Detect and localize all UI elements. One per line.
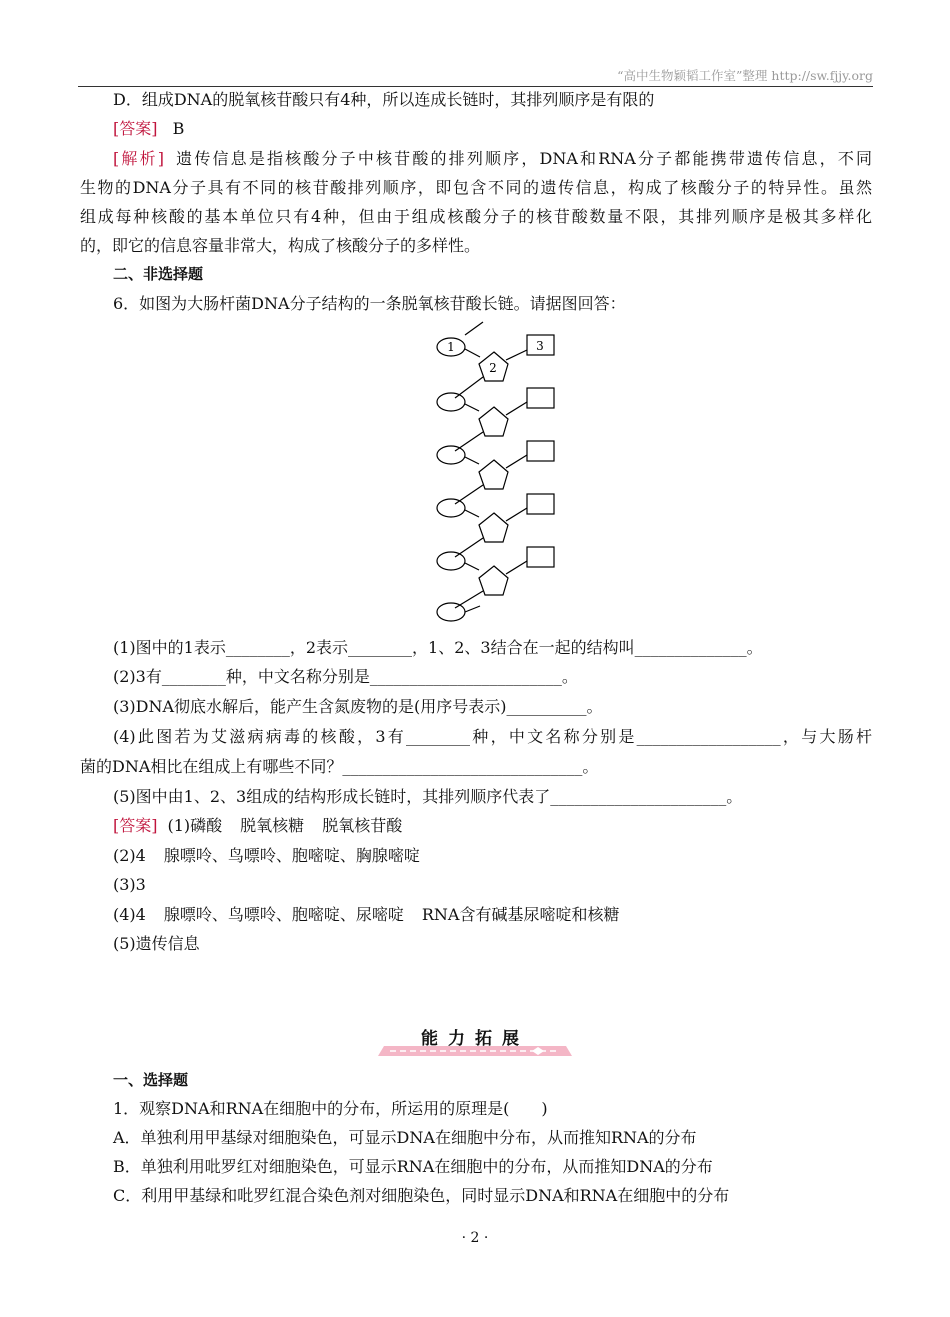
label-3: 3 <box>536 339 544 353</box>
ability-q1-option-a: A．单独利用甲基绿对细胞染色，可显示DNA在细胞中分布，从而推知RNA的分布 <box>113 1128 697 1147</box>
answer-tag: [答案] <box>113 119 158 138</box>
bond-2 <box>506 350 527 360</box>
q6-sub-2: (2)3有________种，中文名称分别是________________________。 <box>113 667 578 686</box>
q6-answer-2: (2)4 腺嘌呤、鸟嘌呤、胞嘧啶、胸腺嘧啶 <box>113 846 420 865</box>
chain-top-stub <box>465 322 483 335</box>
option-d: D．组成DNA的脱氧核苷酸只有4种，所以连成长链时，其排列顺序是有限的 <box>113 90 655 109</box>
label-2: 2 <box>489 361 497 375</box>
q6-sub-4-cont: 菌的DNA相比在组成上有哪些不同？______________________________。 <box>80 757 599 776</box>
ability-banner <box>370 1024 580 1060</box>
label-1: 1 <box>447 340 455 354</box>
q6-answer-5: (5)遗传信息 <box>113 934 200 953</box>
analysis-line-3: 组成每种核酸的基本单位只有4种，但由于组成核酸分子的核苷酸数量不限，其排列顺序是极其多样化 <box>80 207 872 226</box>
section-title-non-choice: 二、非选择题 <box>113 265 204 283</box>
header-source-text: “高中生物颖韬工作室”整理 http://sw.fjjy.org <box>617 68 873 83</box>
q6-stem: 6．如图为大肠杆菌DNA分子结构的一条脱氧核苷酸长链。请据图回答： <box>113 294 626 313</box>
analysis-tag: [解析] <box>113 149 164 168</box>
ability-q1-stem: 1．观察DNA和RNA在细胞中的分布，所运用的原理是( ) <box>113 1099 548 1118</box>
analysis-line-1: [解析] 遗传信息是指核酸分子中核苷酸的排列顺序，DNA和RNA分子都能携带遗传信息，不同 <box>113 149 872 168</box>
analysis-line-4: 的，即它的信息容量非常大，构成了核酸分子的多样性。 <box>80 236 481 255</box>
q6-answer-4: (4)4 腺嘌呤、鸟嘌呤、胞嘧啶、尿嘧啶 RNA含有碱基尿嘧啶和核糖 <box>113 905 620 924</box>
bond-1 <box>465 349 480 357</box>
ability-q1-option-b: B．单独利用吡罗红对细胞染色，可显示RNA在细胞中的分布，从而推知DNA的分布 <box>113 1157 713 1176</box>
section-title-choice: 一、选择题 <box>113 1071 189 1089</box>
banner-title: 能力拓展 <box>421 1029 529 1049</box>
ability-q1-option-c: C．利用甲基绿和吡罗红混合染色剂对细胞染色，同时显示DNA和RNA在细胞中的分布 <box>113 1186 730 1205</box>
page-number: · 2 · <box>461 1230 489 1246</box>
q6-answer-3: (3)3 <box>113 875 146 894</box>
q6-sub-5: (5)图中由1、2、3组成的结构形成长链时，其排列顺序代表了______________________。 <box>113 787 743 806</box>
q6-answer-1: [答案] (1)磷酸 脱氧核糖 脱氧核苷酸 <box>113 816 403 835</box>
analysis-line-2: 生物的DNA分子具有不同的核苷酸排列顺序，即包含不同的遗传信息，构成了核酸分子的特异性。虽然 <box>80 178 872 197</box>
q6-sub-4: (4)此图若为艾滋病病毒的核酸，3有________种，中文名称分别是__________________，与大肠杆 <box>113 727 872 746</box>
q6-sub-3: (3)DNA彻底水解后，能产生含氮废物的是(用序号表示)__________。 <box>113 697 603 716</box>
q6-sub-1: (1)图中的1表示________，2表示________，1、2、3结合在一起的结构叫______________。 <box>113 638 763 657</box>
q6-answer-tag: [答案] <box>113 816 158 835</box>
answer-value: B <box>172 119 185 138</box>
